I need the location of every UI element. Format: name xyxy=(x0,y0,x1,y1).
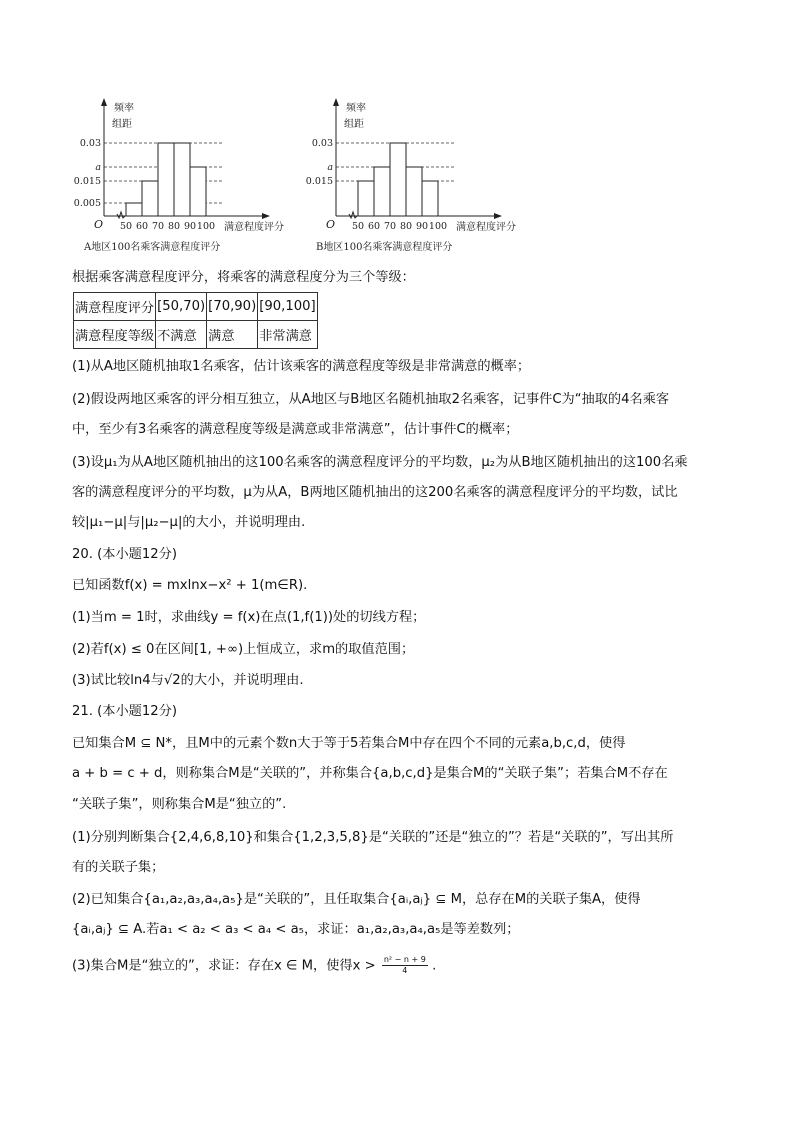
y-axis-label-bottom: 组距 xyxy=(344,119,364,130)
x-tick-label: 60 xyxy=(135,221,149,232)
x-tick-label: 50 xyxy=(119,221,133,232)
histogram-b-svg xyxy=(304,96,554,261)
histogram-bar xyxy=(422,181,438,216)
histogram-bar xyxy=(142,181,158,216)
intro-text: 根据乘客满意程度评分，将乘客的满意程度分为三个等级： xyxy=(72,270,415,285)
x-tick-label: 80 xyxy=(167,221,181,232)
table-cell: [50,70) xyxy=(156,293,207,321)
table-cell: [90,100] xyxy=(258,293,317,321)
axis-break xyxy=(349,212,357,218)
q21-heading: 21. (本小题12分) xyxy=(72,704,177,719)
x-tick-label: 70 xyxy=(151,221,165,232)
y-tick-label: 0.005 xyxy=(73,198,101,209)
table-row xyxy=(74,293,318,321)
origin-label: O xyxy=(326,218,336,231)
origin-label: O xyxy=(94,218,104,231)
chart-caption: B地区100名乘客满意程度评分 xyxy=(316,242,453,253)
q19-part2-line2: 中，至少有3名乘客的满意程度等级是满意或非常满意”，估计事件C的概率； xyxy=(72,422,519,437)
histogram-bar xyxy=(358,181,374,216)
q21-part3 xyxy=(72,955,436,977)
x-tick-label: 100 xyxy=(428,221,448,232)
q21-stem-line2: a + b = c + d，则称集合M是“关联的”，并称集合{a,b,c,d}是集合M的“关联子集”；若集合M不存在 xyxy=(72,766,668,781)
q19-part3-line3: 较|μ₁−μ|与|μ₂−μ|的大小，并说明理由. xyxy=(72,515,306,530)
x-tick-label: 100 xyxy=(196,221,216,232)
histogram-bar xyxy=(374,167,390,216)
q19-part3-line1: (3)设μ₁为从A地区随机抽出的这100名乘客的满意程度评分的平均数，μ₂为从B地区随机抽出的这100名乘 xyxy=(72,455,688,470)
y-tick-label: 0.015 xyxy=(73,176,101,187)
histogram-bar xyxy=(406,167,422,216)
y-axis-label-top: 频率 xyxy=(114,103,134,114)
x-tick-label: 50 xyxy=(351,221,365,232)
q21-part3-text: (3)集合M是“独立的”，求证：存在x ∈ M，使得x > xyxy=(72,958,376,974)
x-tick-label: 90 xyxy=(415,221,429,232)
x-axis-arrow xyxy=(262,213,270,219)
grade-table xyxy=(73,292,318,349)
axis-break xyxy=(117,212,125,218)
x-axis-label: 满意程度评分 xyxy=(456,222,516,233)
table-row xyxy=(74,321,318,349)
q20-part2: (2)若f(x) ≤ 0在区间[1, +∞)上恒成立，求m的取值范围； xyxy=(72,642,415,657)
x-tick-label: 60 xyxy=(367,221,381,232)
histogram-a xyxy=(72,96,322,261)
y-axis-label-bottom: 组距 xyxy=(112,119,132,130)
table-cell: [70,90) xyxy=(207,293,258,321)
x-tick-label: 80 xyxy=(399,221,413,232)
table-cell: 非常满意 xyxy=(258,321,317,349)
y-tick-label: a xyxy=(327,162,333,173)
y-tick-label: a xyxy=(95,162,101,173)
histogram-a-svg xyxy=(72,96,322,261)
q20-part1: (1)当m = 1时，求曲线y = f(x)在点(1,f(1))处的切线方程； xyxy=(72,610,426,625)
x-tick-label: 90 xyxy=(183,221,197,232)
y-axis-arrow xyxy=(101,98,107,106)
q21-stem-line3: “关联子集”，则称集合M是“独立的”. xyxy=(72,797,287,812)
histogram-bar xyxy=(158,143,174,216)
q19-part1: (1)从A地区随机抽取1名乘客，估计该乘客的满意程度等级是非常满意的概率； xyxy=(72,359,531,374)
histogram-bar xyxy=(190,167,206,216)
y-axis-arrow xyxy=(333,98,339,106)
histogram-bar xyxy=(390,143,406,216)
y-tick-label: 0.015 xyxy=(305,176,333,187)
q21-part3-end: . xyxy=(432,958,437,974)
q21-part2-line1: (2)已知集合{a₁,a₂,a₃,a₄,a₅}是“关联的”，且任取集合{aᵢ,aⱼ} ⊆ M，总存在M的关联子集A，使得 xyxy=(72,892,641,907)
q21-part1-line1: (1)分别判断集合{2,4,6,8,10}和集合{1,2,3,5,8}是“关联的”还是“独立的”？若是“关联的”，写出其所 xyxy=(72,830,674,845)
q20-stem: 已知函数f(x) = mxlnx−x² + 1(m∈R). xyxy=(72,578,308,593)
q21-part1-line2: 有的关联子集； xyxy=(72,860,165,875)
q20-heading: 20. (本小题12分) xyxy=(72,547,177,562)
q19-part3-line2: 客的满意程度评分的平均数，μ为从A，B两地区随机抽出的这200名乘客的满意程度评分的平均数，试比 xyxy=(72,485,678,500)
x-tick-label: 70 xyxy=(383,221,397,232)
chart-caption: A地区100名乘客满意程度评分 xyxy=(84,242,221,253)
q21-part2-line2: {aᵢ,aⱼ} ⊆ A.若a₁ < a₂ < a₃ < a₄ < a₅，求证：a₁,a₂,a₃,a₄,a₅是等差数列； xyxy=(72,922,520,937)
table-cell: 不满意 xyxy=(156,321,207,349)
y-tick-label: 0.03 xyxy=(79,138,101,149)
fraction-numerator: n² − n + 9 xyxy=(383,955,426,964)
histogram-bar xyxy=(174,143,190,216)
table-cell: 满意程度评分 xyxy=(74,293,156,321)
y-axis-label-top: 频率 xyxy=(346,103,366,114)
x-axis-arrow xyxy=(494,213,502,219)
fraction xyxy=(382,955,428,976)
fraction-denominator: 4 xyxy=(402,966,408,975)
q21-stem-line1: 已知集合M ⊆ N*，且M中的元素个数n大于等于5若集合M中存在四个不同的元素a,b,c,d，使得 xyxy=(72,736,626,751)
q20-part3: (3)试比较ln4与√2的大小，并说明理由. xyxy=(72,673,304,688)
y-tick-label: 0.03 xyxy=(311,138,333,149)
x-axis-label: 满意程度评分 xyxy=(224,222,284,233)
table-cell: 满意 xyxy=(207,321,258,349)
table-cell: 满意程度等级 xyxy=(74,321,156,349)
histogram-b xyxy=(304,96,554,261)
histogram-bar xyxy=(126,203,142,216)
q19-part2-line1: (2)假设两地区乘客的评分相互独立，从A地区与B地区名随机抽取2名乘客，记事件C为“抽取的4名乘客 xyxy=(72,392,670,407)
